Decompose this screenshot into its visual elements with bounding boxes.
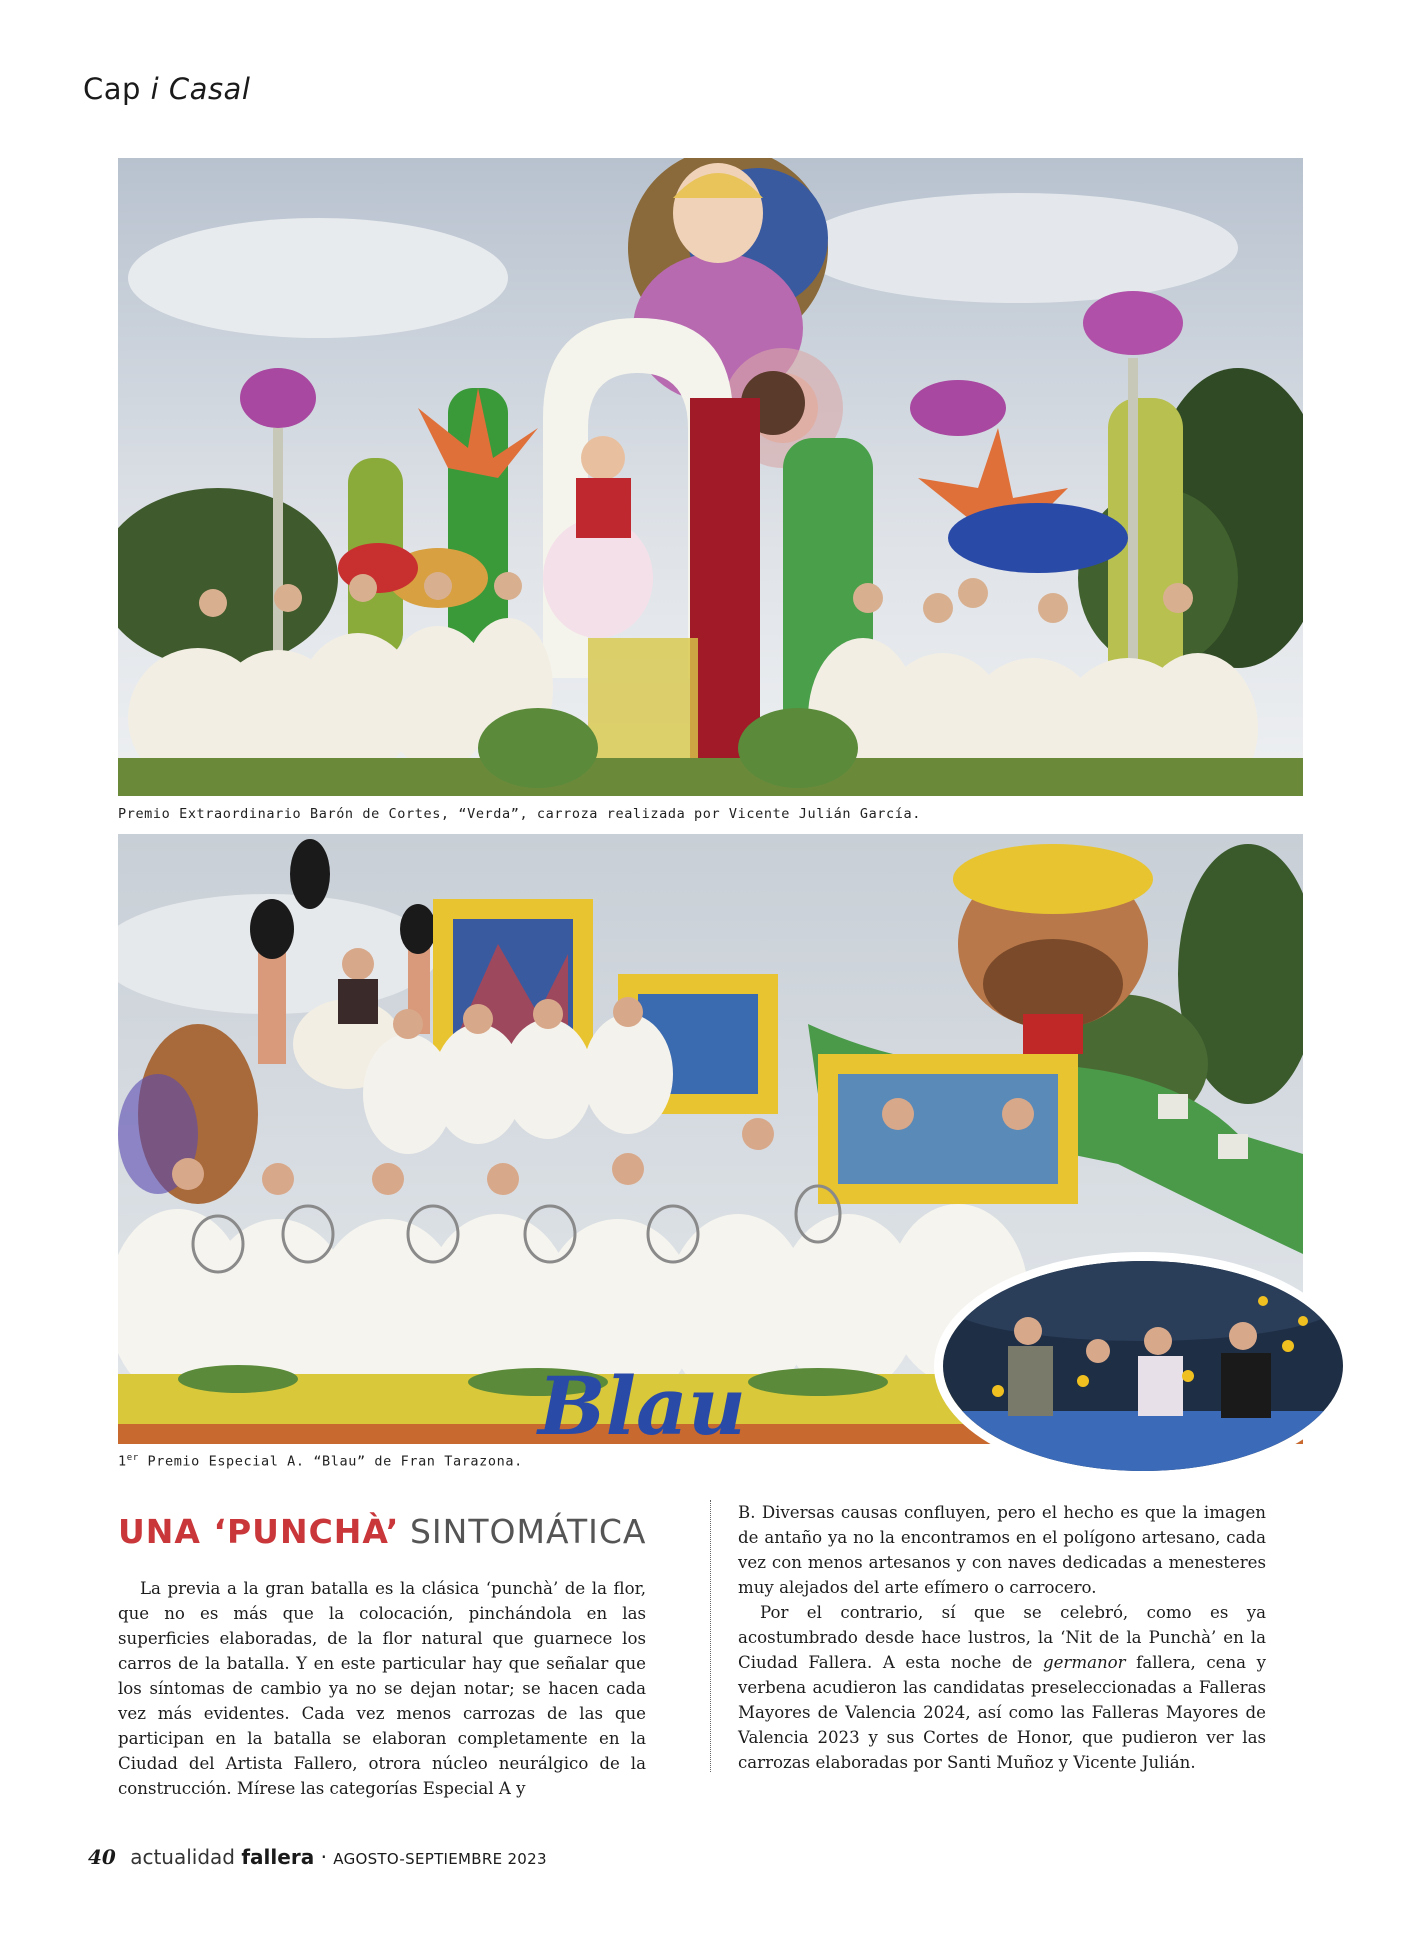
article-column-right xyxy=(738,1500,1266,1775)
photo-caption-verda: Premio Extraordinario Barón de Cortes, “Verda”, carroza realizada por Vicente Julián García. xyxy=(118,806,921,822)
magazine-name-bold: fallera xyxy=(241,1845,315,1869)
footer-separator: · xyxy=(320,1845,327,1869)
article-column-left xyxy=(118,1576,646,1801)
section-label-word-1: Cap xyxy=(83,72,141,106)
headline-bold: UNA ‘PUNCHÀ’ xyxy=(118,1512,400,1551)
photo-caption-blau xyxy=(118,1453,523,1470)
blau-sign-text: Blau xyxy=(538,1359,747,1444)
headline-light: SINTOMÁTICA xyxy=(409,1512,647,1551)
article-paragraph-1: La previa a la gran batalla es la clásica ‘punchà’ de la flor, que no es más que la colocación, pinchándola en las superficies elaboradas, de la flor natural que guarnece los carros de la batalla. Y en este particular hay que señalar que los síntomas de cambio ya no se dejan notar; se hacen cada vez más evidentes. Cada vez menos carrozas de las que participan en la batalla se elaboran completamente en la Ciudad del Artista Fallero, otrora núcleo neurálgico de la construcción. Mírese las categorías Especial A y xyxy=(118,1579,646,1798)
photo-inset-nit-puncha xyxy=(934,1252,1352,1480)
caption-blau-prefix: 1 xyxy=(118,1453,127,1470)
issue-date: AGOSTO-SEPTIEMBRE 2023 xyxy=(333,1850,547,1868)
page-number: 40 xyxy=(88,1845,116,1869)
paragraph-3-part-b: fallera, cena y verbena acudieron las candidatas preseleccionadas a Falleras Mayores de Valencia 2024, así como las Falleras Mayores de Valencia 2023 y sus Cortes de Honor, que pudieron ver las carrozas elaboradas por Santi Muñoz y Vicente Julián. xyxy=(738,1653,1266,1772)
paragraph-3-emphasis: germanor xyxy=(1042,1653,1126,1672)
article-headline xyxy=(118,1512,646,1551)
caption-blau-superscript: er xyxy=(126,1453,139,1463)
caption-blau-rest: Premio Especial A. “Blau” de Fran Tarazona. xyxy=(138,1453,523,1470)
article-paragraph-2: B. Diversas causas confluyen, pero el hecho es que la imagen de antaño ya no la encontramos en el polígono artesano, cada vez con menos artesanos y con naves dedicadas a menesteres muy alejados del arte efímero o carrocero. xyxy=(738,1503,1266,1597)
article-paragraph-3 xyxy=(738,1600,1266,1775)
column-divider xyxy=(710,1500,711,1772)
section-label-word-2: i Casal xyxy=(150,72,251,106)
magazine-name-light: actualidad xyxy=(130,1845,235,1869)
page-footer xyxy=(88,1845,547,1869)
section-label xyxy=(83,72,250,106)
photo-verda-float xyxy=(118,158,1303,796)
paragraph-3-part-a: Por el contrario, sí que se celebró, como es ya acostumbrado desde hace lustros, la ‘Nit de la Punchà’ en la Ciudad Fallera. A esta noche de xyxy=(738,1603,1266,1672)
